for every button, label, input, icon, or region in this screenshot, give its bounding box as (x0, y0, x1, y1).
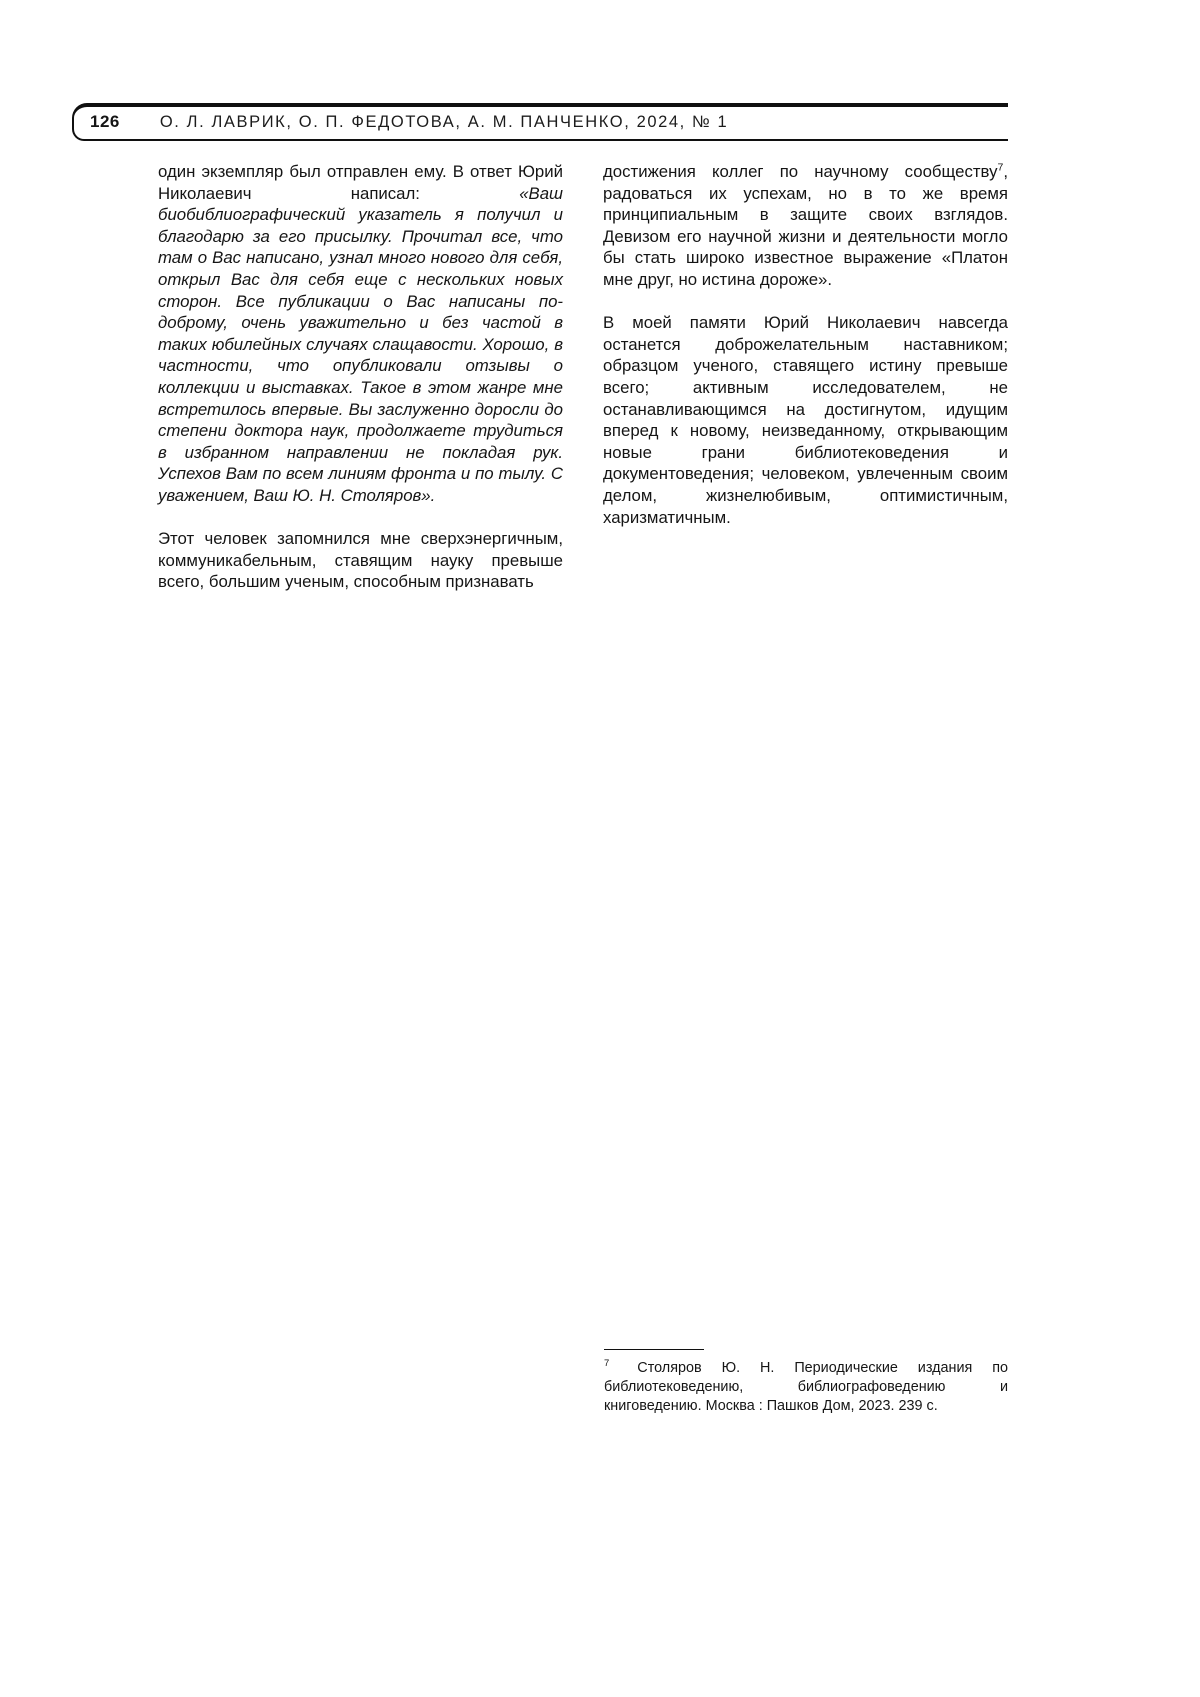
footnote-marker: 7 (604, 1358, 610, 1370)
article-body (158, 161, 1008, 593)
right-column (603, 161, 1008, 593)
footnote-entry (604, 1359, 1008, 1416)
footnote-separator-rule (604, 1349, 704, 1350)
quote-text: «Ваш биобиблиографический указатель я получил и благодарю за его присылку. Прочитал все, что там о Вас написано, узнал много нового для себя, открыл Вас для себя еще с нескольких новых сторон. Все публикации о Вас написаны по-доброму, очень уважительно и без частой в таких юбилейных случаях слащавости. Хорошо, в частности, что опубликовали отзывы о коллекции и выставках. Такое в этом жанре мне встретилось впервые. Вы заслуженно доросли до степени доктора наук, продолжаете трудиться в избранном направлении не покладая рук. Успехов Вам по всем линиям фронта и по тылу. С уважением, Ваш Ю. Н. Столяров». (158, 183, 563, 505)
page-header (72, 103, 1008, 141)
paragraph-letter (158, 161, 563, 507)
paragraph-lead-text: один экземпляр был отправлен ему. В ответ Юрий Николаевич написал: (158, 162, 563, 203)
left-column (158, 161, 563, 593)
paragraph-continuation (603, 161, 1008, 291)
paragraph-text-after-footnote-ref: , радоваться их успехам, но в то же время принципиальным в защите своих взглядов. Девизом его научной жизни и деятельности могло бы стать широко известное выражение «Платон мне друг, но истина дороже». (603, 162, 1008, 289)
page-number: 126 (90, 112, 120, 131)
running-title: О. Л. ЛАВРИК, О. П. ФЕДОТОВА, А. М. ПАНЧЕНКО, 2024, № 1 (159, 113, 729, 131)
paragraph-closing: В моей памяти Юрий Николаевич навсегда останется доброжелательным наставником; образцом ученого, ставящего истину превыше всего; активным исследователем, не останавливающимся на достигнутом, идущим вперед к новому, неизведанному, открывающим новые грани библиотековедения и документоведения; человеком, увлеченным своим делом, жизнелюбивым, оптимистичным, харизматичным. (603, 313, 1008, 527)
footnote-text: Столяров Ю. Н. Периодические издания по библиотековедению, библиографоведению и книговедению. Москва : Пашков Дом, 2023. 239 с. (604, 1360, 1008, 1414)
paragraph-text-before-footnote-ref: достижения коллег по научному сообществу (603, 162, 998, 181)
footnote-reference: 7 (997, 161, 1004, 174)
footnote-block (604, 1349, 1008, 1416)
paragraph-memoir: Этот человек запомнился мне сверхэнергичным, коммуникабельным, ставящим науку превыше всего, большим ученым, способным признавать (158, 529, 563, 592)
